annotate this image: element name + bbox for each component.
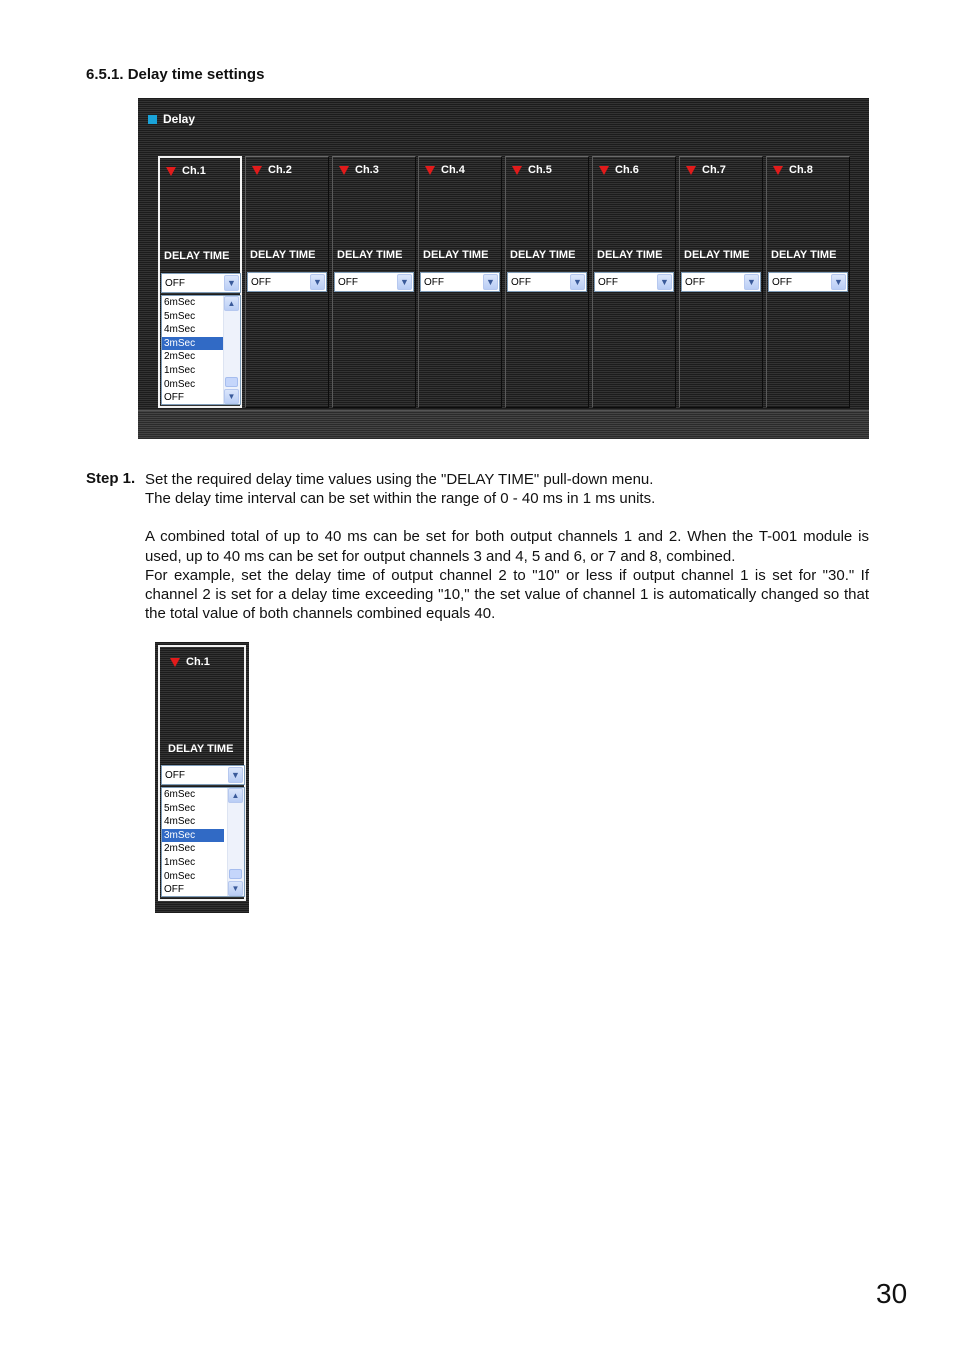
step-label: Step 1.: [86, 470, 136, 487]
chevron-down-icon[interactable]: ▼: [657, 274, 672, 290]
excerpt-channel-name: Ch.1: [186, 656, 210, 668]
delay-time-label: DELAY TIME: [423, 249, 489, 261]
step-paragraph-2: A combined total of up to 40 ms can be set for both output channels 1 and 2. When the T-001 module is used, up to 40 ms can be set for output channels 3 and 4, 5 and 6, or 7 and 8, combined.: [145, 528, 869, 565]
channel-header: [166, 164, 206, 178]
scroll-thumb[interactable]: [225, 377, 238, 387]
triangle-down-icon: [512, 166, 522, 175]
channel-header: [252, 163, 292, 177]
delay-time-select[interactable]: [334, 272, 414, 292]
channel-name: Ch.2: [268, 164, 292, 176]
channel-column-2[interactable]: [245, 156, 329, 408]
delay-time-label: DELAY TIME: [337, 249, 403, 261]
scroll-down-icon[interactable]: ▼: [224, 389, 239, 404]
excerpt-option[interactable]: 4mSec: [164, 816, 196, 828]
select-value: OFF: [424, 277, 444, 288]
triangle-down-icon: [425, 166, 435, 175]
square-icon: [148, 115, 157, 124]
scroll-thumb[interactable]: [229, 869, 242, 879]
step-line-2: The delay time interval can be set within the range of 0 - 40 ms in 1 ms units.: [145, 490, 656, 508]
chevron-down-icon[interactable]: ▼: [397, 274, 412, 290]
channel-name: Ch.6: [615, 164, 639, 176]
excerpt-option[interactable]: 1mSec: [164, 856, 196, 868]
channel-column-7[interactable]: [679, 156, 763, 408]
excerpt-select-value: OFF: [165, 770, 185, 781]
channel-column-5[interactable]: [505, 156, 589, 408]
step-body: [145, 470, 869, 623]
triangle-down-icon: [599, 166, 609, 175]
chevron-down-icon[interactable]: ▼: [570, 274, 585, 290]
select-value: OFF: [511, 277, 531, 288]
panel-header: [148, 112, 195, 126]
select-value: OFF: [772, 277, 792, 288]
scroll-up-icon[interactable]: ▲: [228, 788, 243, 803]
panel-option[interactable]: 3mSec: [162, 337, 224, 351]
panel-option[interactable]: OFF: [164, 392, 184, 404]
excerpt-option[interactable]: OFF: [164, 884, 184, 896]
triangle-down-icon: [686, 166, 696, 175]
delay-options-list[interactable]: [161, 295, 241, 405]
select-value: OFF: [165, 278, 185, 289]
list-scrollbar[interactable]: [227, 788, 244, 896]
excerpt-delay-time-label: DELAY TIME: [168, 743, 234, 755]
delay-time-label: DELAY TIME: [597, 249, 663, 261]
step-line-1: Set the required delay time values using the "DELAY TIME" pull-down menu.: [145, 471, 654, 488]
panel-option[interactable]: 0mSec: [164, 378, 196, 390]
channel-header: [425, 163, 465, 177]
channel-name: Ch.1: [182, 165, 206, 177]
channel-header: [339, 163, 379, 177]
select-value: OFF: [598, 277, 618, 288]
delay-time-label: DELAY TIME: [684, 249, 750, 261]
channel-column-4[interactable]: [418, 156, 502, 408]
select-value: OFF: [251, 277, 271, 288]
delay-time-select[interactable]: [247, 272, 327, 292]
channel-header: [686, 163, 726, 177]
delay-time-select[interactable]: [161, 273, 241, 293]
triangle-down-icon: [252, 166, 262, 175]
excerpt-delay-time-select[interactable]: [161, 765, 245, 785]
triangle-down-icon: [170, 658, 180, 667]
channel-column-8[interactable]: [766, 156, 850, 408]
select-value: OFF: [338, 277, 358, 288]
delay-time-label: DELAY TIME: [250, 249, 316, 261]
channel-name: Ch.7: [702, 164, 726, 176]
excerpt-channel-header: [170, 655, 210, 669]
select-value: OFF: [685, 277, 705, 288]
excerpt-option[interactable]: 0mSec: [164, 870, 196, 882]
channel-name: Ch.3: [355, 164, 379, 176]
triangle-down-icon: [166, 167, 176, 176]
section-title: 6.5.1. Delay time settings: [86, 66, 265, 83]
excerpt-option[interactable]: 2mSec: [164, 843, 196, 855]
chevron-down-icon[interactable]: ▼: [744, 274, 759, 290]
chevron-down-icon[interactable]: ▼: [483, 274, 498, 290]
excerpt-option[interactable]: 6mSec: [164, 789, 196, 800]
enlarged-ch1-excerpt: [155, 642, 249, 913]
channel-header: [512, 163, 552, 177]
excerpt-channel-column[interactable]: [158, 645, 246, 901]
excerpt-option[interactable]: 5mSec: [164, 802, 196, 814]
chevron-down-icon[interactable]: ▼: [228, 767, 243, 783]
delay-time-label: DELAY TIME: [510, 249, 576, 261]
list-scrollbar[interactable]: [223, 296, 240, 404]
panel-option[interactable]: 2mSec: [164, 351, 196, 363]
page-number: 30: [876, 1278, 908, 1309]
channel-name: Ch.8: [789, 164, 813, 176]
excerpt-option[interactable]: 3mSec: [162, 829, 224, 843]
channel-column-3[interactable]: [332, 156, 416, 408]
delay-time-select[interactable]: [507, 272, 587, 292]
channel-column-6[interactable]: [592, 156, 676, 408]
triangle-down-icon: [339, 166, 349, 175]
delay-time-select[interactable]: [681, 272, 761, 292]
scroll-up-icon[interactable]: ▲: [224, 296, 239, 311]
delay-time-select[interactable]: [768, 272, 848, 292]
delay-time-label: DELAY TIME: [164, 250, 230, 262]
panel-footer: [138, 410, 869, 439]
excerpt-options-list[interactable]: [161, 787, 245, 897]
panel-option[interactable]: 6mSec: [164, 297, 196, 308]
panel-option[interactable]: 1mSec: [164, 364, 196, 376]
triangle-down-icon: [773, 166, 783, 175]
panel-title: Delay: [163, 112, 196, 126]
channel-name: Ch.5: [528, 164, 552, 176]
channel-header: [599, 163, 639, 177]
chevron-down-icon[interactable]: ▼: [310, 274, 325, 290]
panel-option[interactable]: 4mSec: [164, 324, 196, 336]
chevron-down-icon[interactable]: ▼: [224, 275, 239, 291]
chevron-down-icon[interactable]: ▼: [831, 274, 846, 290]
channel-column-1[interactable]: [158, 156, 242, 408]
delay-time-select[interactable]: [594, 272, 674, 292]
delay-panel: [138, 98, 869, 439]
panel-option[interactable]: 5mSec: [164, 310, 196, 322]
delay-time-select[interactable]: [420, 272, 500, 292]
channel-name: Ch.4: [441, 164, 465, 176]
channel-header: [773, 163, 813, 177]
delay-time-label: DELAY TIME: [771, 249, 837, 261]
scroll-down-icon[interactable]: ▼: [228, 881, 243, 896]
step-paragraph-3: For example, set the delay time of output channel 2 to "10" or less if output channel 1 is set for "30." If channel 2 is set for a delay time exceeding "10," the set value of channel 1 is automatically changed so that the total value of both channels combined equals 40.: [145, 566, 869, 623]
